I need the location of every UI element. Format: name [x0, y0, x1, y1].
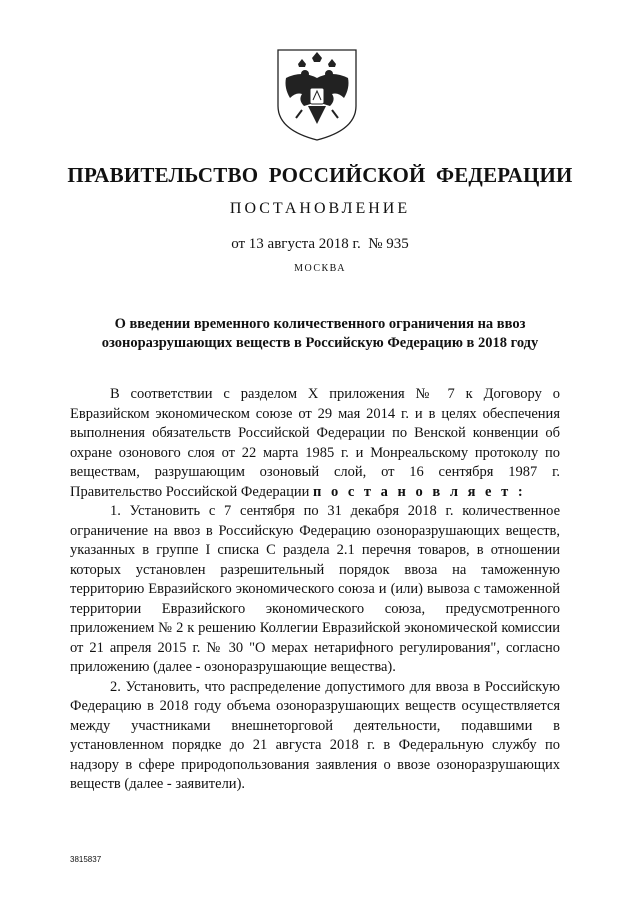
subject-line: О введении временного количественного ограничения на ввоз — [114, 316, 526, 332]
document-type: ПОСТАНОВЛЕНИЕ — [229, 200, 411, 217]
preamble-text: В соответствии с разделом X приложения № 7 к Договору о Евразийском экономическом союзе от 29 мая 2014 г. и в целях обеспечения выполнения обязательств Российской Федерации по Венской конвенции об охране озонового слоя от 22 марта 1985 г. и Монреальскому протоколу по веществам, разрушающим озоновый слой, от 16 сентября 1987 г. Правительство Российской Федерации — [70, 386, 560, 500]
item-2-paragraph: 2. Установить, что распределение допустимого для ввоза в Российскую Федерацию в 2018 году объема озоноразрушающих веществ осуществляется между участниками внешнеторговой деятельности, подавшими в установленном порядке до 21 августа 2018 г. в Федеральную службу по надзору в сфере природопользования заявления о ввозе озоноразрушающих веществ (далее - заявители). — [70, 678, 560, 792]
item-1-paragraph: 1. Установить с 7 сентября по 31 декабря 2018 г. количественное ограничение на ввоз в Российскую Федерацию озоноразрушающих веществ, указанных в группе I списка С раздела 2.1 перечня товаров, в отношении которых установлен разрешительный порядок ввоза на таможенную территорию Евразийского экономического союза и (или) вывоза с таможенной территории Евразийского экономического союза, предусмотренного приложением № 2 к решению Коллегии Евразийской экономической комиссии от 21 апреля 2015 г. № 30 "О мерах нетарифного регулирования", согласно приложению (далее - озоноразрушающие вещества). — [70, 503, 560, 675]
preamble-paragraph — [70, 385, 560, 502]
date-number-line — [0, 236, 640, 253]
coat-of-arms-icon — [272, 44, 362, 144]
decrees-word: п о с т а н о в л я е т : — [312, 483, 526, 500]
city: МОСКВА — [294, 263, 346, 274]
document-date: от 13 августа 2018 г. — [231, 236, 361, 252]
subject-line: озоноразрушающих веществ в Российскую Федерацию в 2018 году — [101, 335, 539, 351]
document-number: № 935 — [368, 236, 409, 252]
organization-title: ПРАВИТЕЛЬСТВО РОССИЙСКОЙ ФЕДЕРАЦИИ — [67, 163, 573, 187]
document-subject — [60, 315, 580, 353]
document-body — [70, 385, 560, 795]
document-id: 3815837 — [70, 855, 102, 864]
